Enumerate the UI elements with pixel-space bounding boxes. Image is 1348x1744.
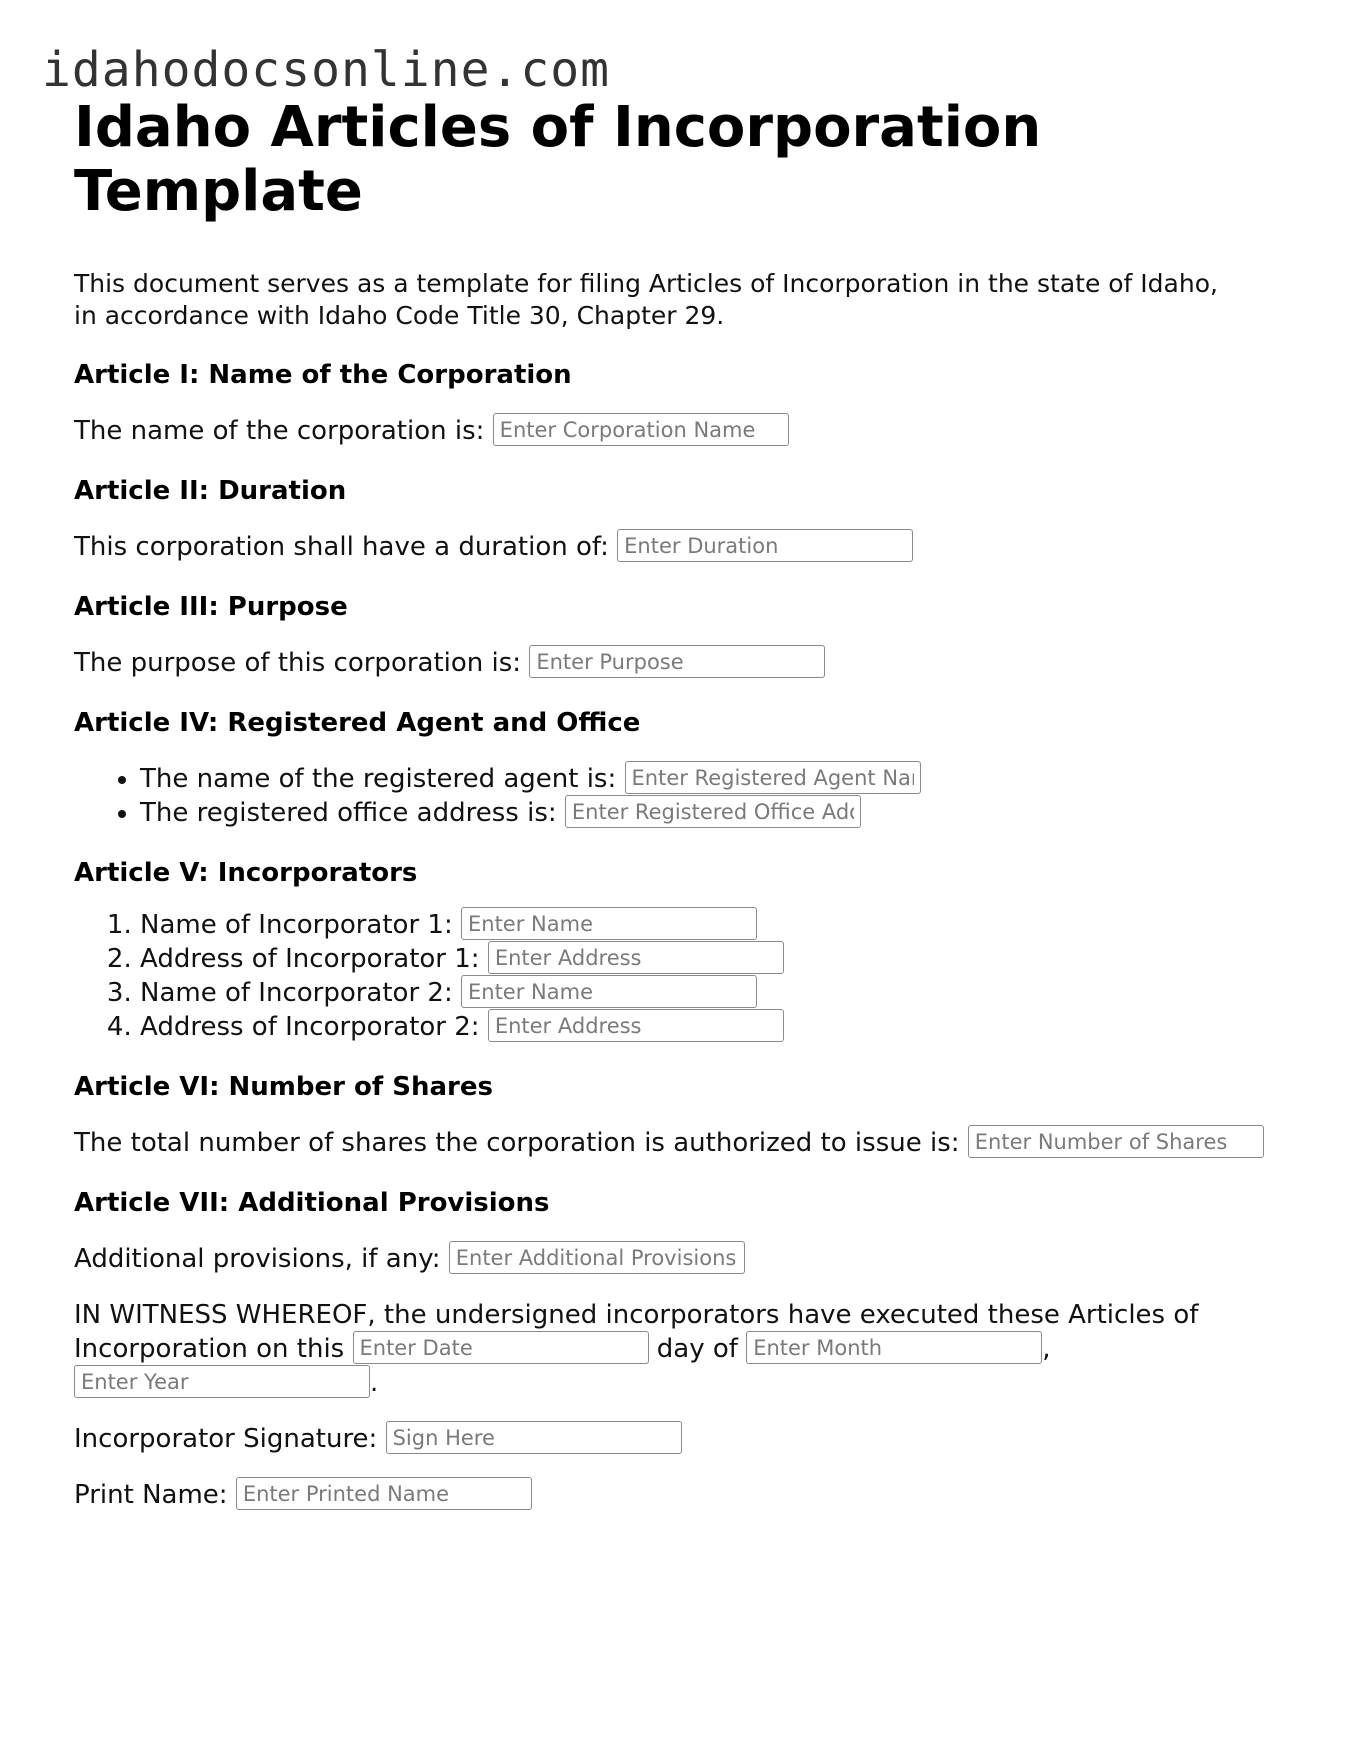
witness-month-input[interactable] (746, 1331, 1042, 1364)
article-7-line (74, 1242, 1294, 1276)
additional-provisions-input[interactable] (449, 1241, 745, 1274)
witness-paragraph (74, 1298, 1224, 1400)
incorporator-2-address-label: Address of Incorporator 2: (140, 1012, 480, 1042)
print-name-input[interactable] (236, 1477, 532, 1510)
signature-label: Incorporator Signature: (74, 1424, 378, 1454)
signature-line (74, 1422, 1294, 1456)
purpose-label: The purpose of this corporation is: (74, 648, 522, 678)
corporation-name-input[interactable] (493, 413, 789, 446)
print-name-label: Print Name: (74, 1480, 228, 1510)
incorporator-1-name-label: Name of Incorporator 1: (140, 910, 453, 940)
day-of-text: day of (656, 1334, 738, 1364)
number-of-shares-label: The total number of shares the corporation is authorized to issue is: (74, 1128, 960, 1158)
witness-text: IN WITNESS WHEREOF, the undersigned incorporators have executed these Articles of Incorporation on this (74, 1300, 1199, 1364)
period-text: . (370, 1368, 379, 1398)
registered-office-label: The registered office address is: (140, 798, 557, 828)
list-item (140, 1010, 1294, 1044)
incorporator-2-name-label: Name of Incorporator 2: (140, 978, 453, 1008)
witness-date-input[interactable] (353, 1331, 649, 1364)
registered-office-input[interactable] (565, 795, 861, 828)
incorporator-1-address-label: Address of Incorporator 1: (140, 944, 480, 974)
comma-text: , (1042, 1334, 1051, 1364)
article-6-heading: Article VI: Number of Shares (74, 1072, 493, 1102)
incorporator-2-address-input[interactable] (488, 1009, 784, 1042)
corporation-name-label: The name of the corporation is: (74, 416, 485, 446)
page-title: Idaho Articles of Incorporation Template (74, 95, 1042, 224)
list-item (140, 976, 1294, 1010)
duration-label: This corporation shall have a duration of: (74, 532, 609, 562)
registered-agent-input[interactable] (625, 761, 921, 794)
incorporator-1-name-input[interactable] (461, 907, 757, 940)
article-1-heading: Article I: Name of the Corporation (74, 360, 572, 390)
intro-paragraph: This document serves as a template for filing Articles of Incorporation in the state of Idaho, in accordance with Idaho Code Title 30, Chapter 29. (74, 269, 1218, 330)
duration-input[interactable] (617, 529, 913, 562)
list-item (140, 908, 1294, 942)
article-6-line (74, 1126, 1294, 1160)
article-4-heading: Article IV: Registered Agent and Office (74, 708, 641, 738)
list-item (140, 942, 1294, 976)
number-of-shares-input[interactable] (968, 1125, 1264, 1158)
article-1-line (74, 414, 1294, 448)
article-3-heading: Article III: Purpose (74, 592, 348, 622)
purpose-input[interactable] (529, 645, 825, 678)
list-item (140, 762, 1294, 796)
article-2-heading: Article II: Duration (74, 476, 347, 506)
article-5-heading: Article V: Incorporators (74, 858, 418, 888)
article-7-heading: Article VII: Additional Provisions (74, 1188, 550, 1218)
article-3-line (74, 646, 1294, 680)
incorporator-1-address-input[interactable] (488, 941, 784, 974)
additional-provisions-label: Additional provisions, if any: (74, 1244, 441, 1274)
list-item (140, 796, 1294, 830)
print-name-line (74, 1478, 1294, 1512)
witness-year-input[interactable] (74, 1365, 370, 1398)
document-body (74, 96, 1294, 1512)
site-watermark: idahodocsonline.com (42, 42, 611, 98)
registered-agent-list (74, 762, 1294, 830)
signature-input[interactable] (386, 1421, 682, 1454)
incorporator-2-name-input[interactable] (461, 975, 757, 1008)
registered-agent-label: The name of the registered agent is: (140, 764, 617, 794)
article-2-line (74, 530, 1294, 564)
incorporators-list (74, 908, 1294, 1044)
